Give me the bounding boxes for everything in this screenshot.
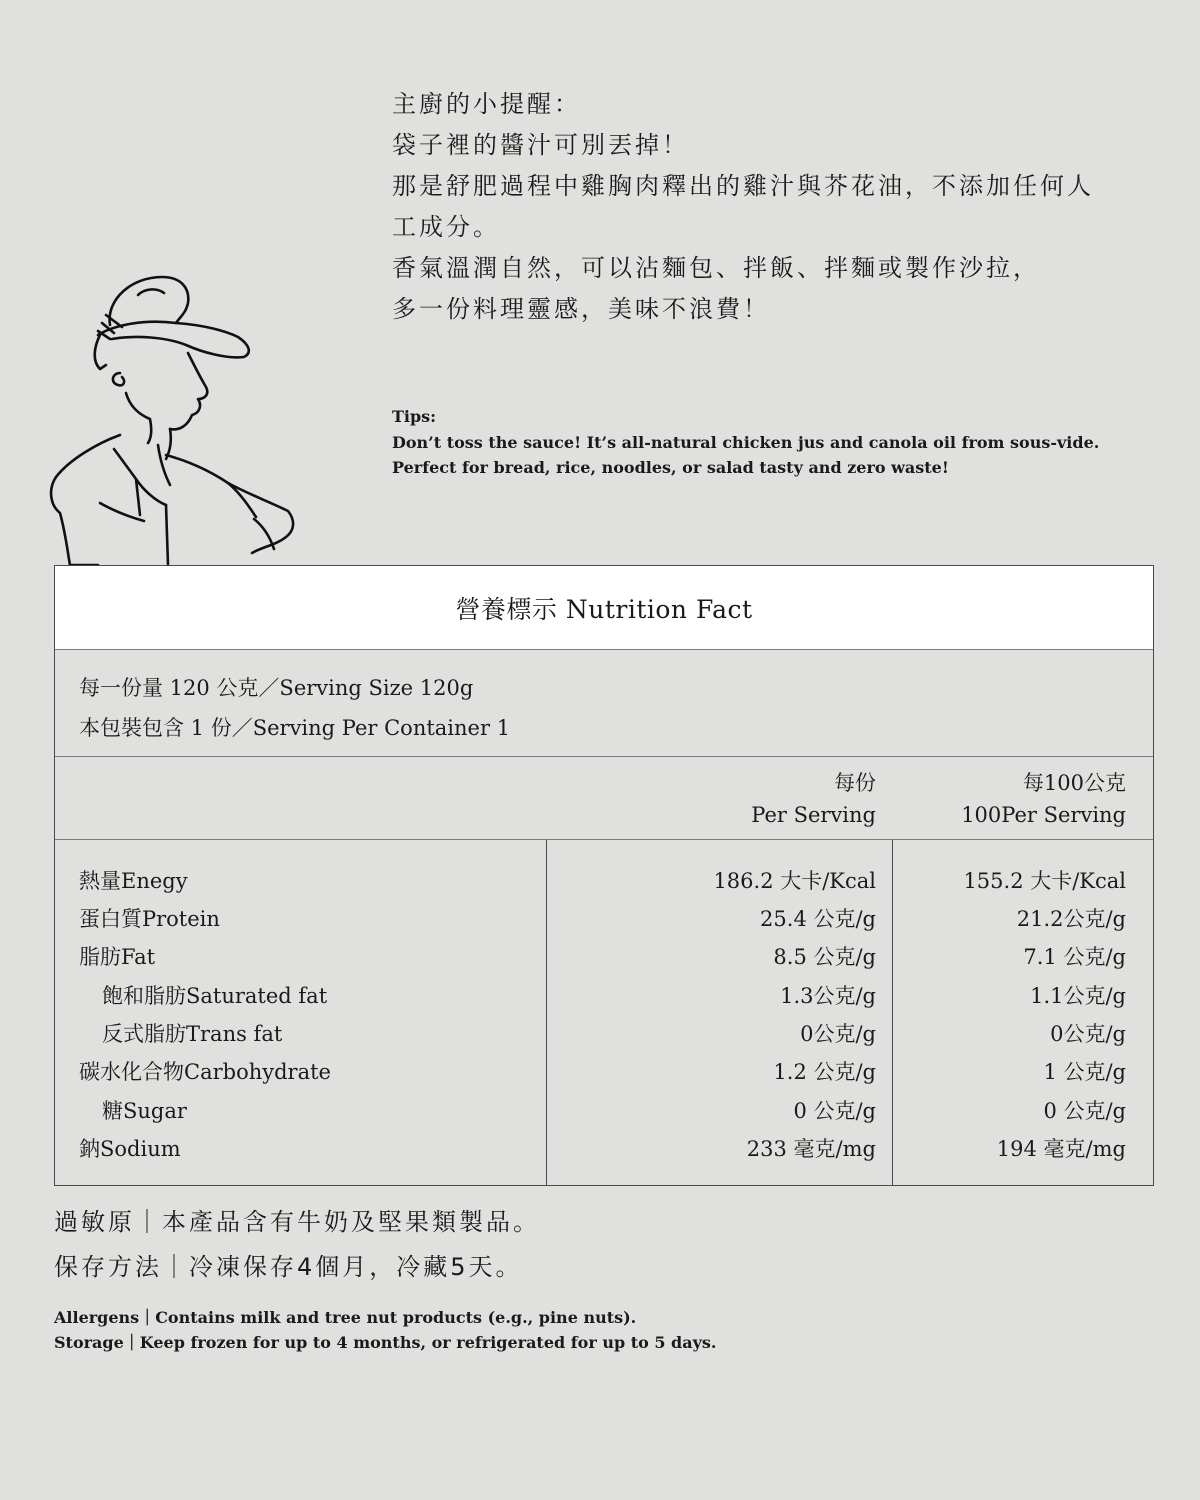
storage-zh: 保存方法｜冷凍保存4個月，冷藏5天。 <box>54 1253 523 1281</box>
tip-zh-line: 香氣溫潤自然，可以沾麵包、拌飯、拌麵或製作沙拉， <box>392 254 1040 282</box>
nutrient-per-100g: 0公克/g <box>1050 1022 1126 1046</box>
nutrient-name: 鈉Sodium <box>79 1137 181 1161</box>
nutrient-rows <box>55 840 1153 1185</box>
nutrient-per-serving: 1.3公克/g <box>780 984 876 1008</box>
nutrition-title: 營養標示 Nutrition Fact <box>55 566 1153 650</box>
nutrient-row <box>55 862 1153 900</box>
nutrient-name: 糖Sugar <box>102 1099 187 1123</box>
column-header-zh: 每份 <box>834 771 876 795</box>
serving-info <box>55 650 1153 757</box>
column-header-en: Per Serving <box>751 803 876 827</box>
tip-zh-line: 袋子裡的醬汁可別丟掉！ <box>392 131 689 159</box>
nutrient-per-100g: 1 公克/g <box>1043 1060 1126 1084</box>
nutrient-row <box>55 1015 1153 1053</box>
nutrient-per-serving: 8.5 公克/g <box>773 945 876 969</box>
column-headers <box>55 757 1153 840</box>
column-header-en: 100Per Serving <box>961 803 1126 827</box>
chef-tip-zh <box>392 84 1172 330</box>
nutrient-row <box>55 938 1153 976</box>
nutrient-row <box>55 1130 1153 1168</box>
nutrient-per-100g: 7.1 公克/g <box>1023 945 1126 969</box>
nutrient-name: 熱量Enegy <box>79 869 188 893</box>
column-header-per-serving <box>751 767 876 831</box>
nutrient-per-serving: 186.2 大卡/Kcal <box>713 869 876 893</box>
chef-illustration <box>40 265 310 570</box>
nutrient-row <box>55 1053 1153 1091</box>
nutrition-panel <box>54 565 1154 1186</box>
storage-en: Storage｜Keep frozen for up to 4 months, or refrigerated for up to 5 days. <box>54 1333 717 1352</box>
tip-zh-line: 工成分。 <box>392 213 500 241</box>
nutrient-name: 蛋白質Protein <box>79 907 220 931</box>
nutrient-per-serving: 25.4 公克/g <box>760 907 876 931</box>
allergen-zh: 過敏原｜本產品含有牛奶及堅果類製品。 <box>54 1208 540 1236</box>
servings-per-container: 本包裝包含 1 份／Serving Per Container 1 <box>79 716 511 740</box>
nutrient-row <box>55 977 1153 1015</box>
allergen-storage-zh <box>54 1200 954 1290</box>
nutrient-per-serving: 1.2 公克/g <box>773 1060 876 1084</box>
chef-tip-en <box>392 404 1152 481</box>
nutrient-name: 脂肪Fat <box>79 945 156 969</box>
nutrient-row <box>55 1092 1153 1130</box>
tip-en-heading: Tips: <box>392 407 437 426</box>
nutrient-per-100g: 194 毫克/mg <box>996 1137 1126 1161</box>
tip-zh-line: 多一份料理靈感，美味不浪費！ <box>392 295 770 323</box>
nutrient-per-serving: 0公克/g <box>800 1022 876 1046</box>
serving-size: 每一份量 120 公克／Serving Size 120g <box>79 676 474 700</box>
tip-en-line: Perfect for bread, rice, noodles, or salad tasty and zero waste! <box>392 458 949 477</box>
nutrient-per-serving: 0 公克/g <box>793 1099 876 1123</box>
column-header-per-100g <box>961 767 1126 831</box>
tip-zh-line: 主廚的小提醒： <box>392 90 581 118</box>
nutrient-per-100g: 21.2公克/g <box>1016 907 1126 931</box>
nutrient-name: 反式脂肪Trans fat <box>102 1022 283 1046</box>
nutrient-per-100g: 0 公克/g <box>1043 1099 1126 1123</box>
allergen-en: Allergens｜Contains milk and tree nut products (e.g., pine nuts). <box>54 1308 637 1327</box>
nutrient-per-100g: 155.2 大卡/Kcal <box>963 869 1126 893</box>
nutrient-name: 碳水化合物Carbohydrate <box>79 1060 331 1084</box>
nutrient-row <box>55 900 1153 938</box>
allergen-storage-en <box>54 1305 954 1355</box>
nutrient-per-100g: 1.1公克/g <box>1030 984 1126 1008</box>
tip-en-line: Don’t toss the sauce! It’s all-natural chicken jus and canola oil from sous-vide. <box>392 432 1100 452</box>
nutrient-per-serving: 233 毫克/mg <box>746 1137 876 1161</box>
column-header-zh: 每100公克 <box>1022 771 1126 795</box>
tip-zh-line: 那是舒肥過程中雞胸肉釋出的雞汁與芥花油，不添加任何人 <box>392 172 1094 200</box>
nutrient-name: 飽和脂肪Saturated fat <box>102 984 328 1008</box>
